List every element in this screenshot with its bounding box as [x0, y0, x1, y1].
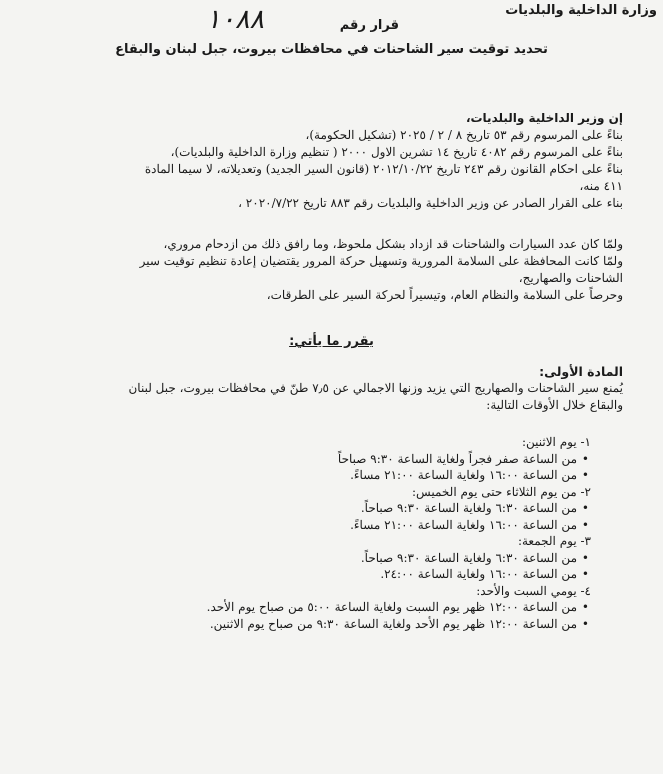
- day-title: ٢- من يوم الثلاثاء حتى يوم الخميس:: [412, 484, 591, 499]
- time-item: • من الساعة ١٢:٠٠ ظهر يوم الأحد ولغاية الساعة ٩:٣٠ من صباح يوم الاثنين.: [44, 616, 577, 633]
- ministry-name: وزارة الداخلية والبلديات: [505, 3, 657, 18]
- preamble-line: بناءً على المرسوم رقم ٥٣ تاريخ ٨ / ٢ / ٢٠٢٥ (تشكيل الحكومة)،: [305, 128, 623, 142]
- day-title: ٤- يومي السبت والأحد:: [476, 583, 591, 598]
- day-block: [44, 484, 591, 534]
- time-list: [44, 451, 591, 484]
- preamble: [44, 110, 623, 212]
- preamble-line: بناء على القرار الصادر عن وزير الداخلية والبلديات رقم ٨٨٣ تاريخ ٢٠٢٠/٧/٢٢ ،: [238, 196, 623, 210]
- decision-label: قرار رقم: [339, 18, 399, 33]
- time-item: • من الساعة ٦:٣٠ ولغاية الساعة ٩:٣٠ صباحاً.: [44, 500, 577, 517]
- decides-heading: [0, 334, 663, 349]
- preamble-line: ٤١١ منه،: [579, 179, 623, 193]
- day-block: [44, 583, 591, 633]
- day-title: ١- يوم الاثنين:: [521, 435, 591, 449]
- preamble-line: بناءً على احكام القانون رقم ٢٤٣ تاريخ ٢٠١٢/١٠/٢٢ (قانون السير الجديد) وتعديلاته، لا سيما المادة: [144, 162, 623, 176]
- minister-line: إن وزير الداخلية والبلديات،: [465, 111, 623, 125]
- article-line: والبقاع خلال الأوقات التالية:: [486, 398, 623, 412]
- recital-line: وحرصاً على السلامة والنظام العام، وتيسيراً لحركة السير على الطرقات،: [266, 288, 623, 302]
- decision-number: ١٠٨٨: [206, 4, 265, 35]
- time-item: • من الساعة صفر فجراً ولغاية الساعة ٩:٣٠ صباحاً: [44, 451, 577, 468]
- time-list: [44, 500, 591, 533]
- preamble-line: بناءً على المرسوم رقم ٤٠٨٢ تاريخ ١٤ تشرين الاول ٢٠٠٠ ( تنظيم وزارة الداخلية والبلديات)،: [170, 145, 623, 159]
- article-line: يُمنع سير الشاحنات والصهاريج التي يزيد وزنها الاجمالي عن ٧٫٥ طنّ في محافظات بيروت، جبل لبنان: [128, 381, 623, 395]
- time-item: • من الساعة ١٦:٠٠ ولغاية الساعة ٢١:٠٠ مساءً.: [44, 467, 577, 484]
- article-body: [44, 380, 623, 414]
- recital-line: الشاحنات والصهاريج،: [518, 271, 623, 285]
- recital-line: ولمّا كانت المحافظة على السلامة المرورية وتسهيل حركة المرور يقتضيان إعادة تنظيم توقيت سير: [139, 254, 623, 268]
- time-list: [44, 550, 591, 583]
- recital-line: ولمّا كان عدد السيارات والشاحنات قد ازداد بشكل ملحوظ، وما رافق ذلك من ازدحام مروري،: [163, 237, 623, 251]
- decision-title: تحديد توقيت سير الشاحنات في محافظات بيروت، جبل لبنان والبقاع: [115, 42, 548, 57]
- day-block: [44, 533, 591, 583]
- time-item: • من الساعة ١٦:٠٠ ولغاية الساعة ٢٤:٠٠.: [44, 566, 577, 583]
- time-item: • من الساعة ١٦:٠٠ ولغاية الساعة ٢١:٠٠ مساءً.: [44, 517, 577, 534]
- day-title: ٣- يوم الجمعة:: [517, 534, 591, 548]
- decides-text: يقرر ما يأتي:: [289, 334, 374, 349]
- schedule: [44, 434, 591, 632]
- time-item: • من الساعة ٦:٣٠ ولغاية الساعة ٩:٣٠ صباحاً.: [44, 550, 577, 567]
- article-heading: المادة الأولى:: [539, 364, 623, 379]
- day-block: [44, 434, 591, 484]
- time-item: • من الساعة ١٢:٠٠ ظهر يوم السبت ولغاية الساعة ٥:٠٠ من صباح يوم الأحد.: [44, 599, 577, 616]
- recitals: [44, 236, 623, 304]
- time-list: [44, 599, 591, 632]
